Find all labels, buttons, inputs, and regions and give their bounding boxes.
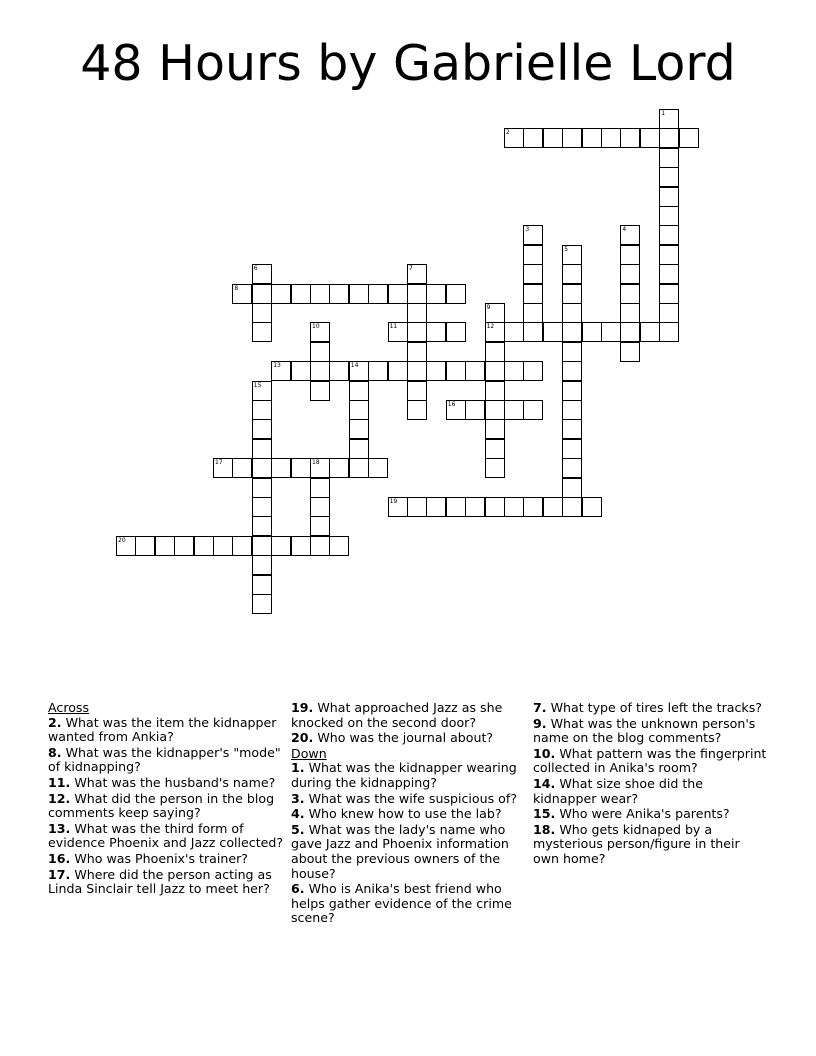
grid-cell[interactable] [543,128,563,148]
grid-cell[interactable] [213,536,233,556]
down-heading: Down [291,745,327,761]
clue-across-12 [48,792,284,821]
grid-cell[interactable] [329,284,349,304]
clue-number: 12. [48,790,71,806]
grid-cell[interactable] [620,225,640,245]
grid-cell[interactable] [213,458,233,478]
grid-cell[interactable] [174,536,194,556]
clue-number: 1. [291,760,305,776]
clue-number: 20. [291,730,314,746]
grid-cell[interactable] [543,322,563,342]
clue-text: Who is Anika's best friend who helps gather evidence of the crime scene? [291,881,512,926]
clue-down-15 [533,807,769,822]
clue-across-16 [48,852,284,867]
clue-text: What was the third form of evidence Phoenix and Jazz collected? [48,820,284,851]
clue-number: 11. [48,774,71,790]
grid-cell[interactable] [407,303,427,323]
grid-cell[interactable] [562,381,582,401]
clue-across-2 [48,716,284,745]
clue-down-14 [533,777,769,806]
grid-cell[interactable] [620,284,640,304]
grid-cell[interactable] [523,497,543,517]
grid-cell[interactable] [368,458,388,478]
grid-cell[interactable] [426,361,446,381]
grid-cell[interactable] [252,322,272,342]
grid-cell[interactable] [523,400,543,420]
grid-cell[interactable] [310,284,330,304]
grid-cell[interactable] [407,264,427,284]
clue-text: Who was the journal about? [317,730,494,746]
clue-text: What approached Jazz as she knocked on the second door? [291,700,503,730]
grid-cell[interactable] [252,516,272,536]
grid-cell[interactable] [562,361,582,381]
clue-number: 19. [291,700,314,715]
grid-cell[interactable] [562,303,582,323]
grid-cell[interactable] [485,342,505,362]
clue-text: Who were Anika's parents? [559,806,730,822]
clue-text: What type of tires left the tracks? [550,700,762,715]
cell-number: 15 [253,381,262,389]
grid-cell[interactable] [659,303,679,323]
cell-number: 18 [312,459,320,467]
clue-across-17 [48,868,284,897]
grid-cell[interactable] [485,439,505,459]
grid-cell[interactable] [504,400,524,420]
cell-number: 20 [118,536,126,544]
grid-cell[interactable] [252,284,272,304]
clue-down-1 [291,761,527,790]
clue-down-7 [533,701,769,716]
grid-cell[interactable] [582,128,602,148]
grid-cell[interactable] [349,381,369,401]
grid-cell[interactable] [485,381,505,401]
grid-cell[interactable] [252,458,272,478]
grid-cell[interactable] [562,322,582,342]
grid-cell[interactable] [271,536,291,556]
clue-number: 2. [48,714,62,730]
grid-cell[interactable] [620,245,640,265]
grid-cell[interactable] [620,303,640,323]
clue-text: What pattern was the fingerprint collected in Anika's room? [533,745,767,776]
grid-cell[interactable] [407,284,427,304]
clue-text: What was the kidnapper wearing during the kidnapping? [291,760,517,790]
clue-text: What was the item the kidnapper wanted from Ankia? [48,714,277,745]
cell-number: 6 [253,265,258,273]
cell-number: 2 [506,129,510,137]
grid-cell[interactable] [659,322,679,342]
grid-cell[interactable] [465,400,485,420]
clues-column-2 [291,701,527,927]
clue-text: What was the lady's name who gave Jazz and Phoenix information about the previous owners of the house? [291,821,509,881]
grid-cell[interactable] [349,458,369,478]
grid-cell[interactable] [659,128,679,148]
clue-number: 5. [291,821,305,837]
grid-cell[interactable] [291,284,311,304]
grid-cell[interactable] [407,361,427,381]
cell-number: 7 [409,265,413,273]
grid-cell[interactable] [659,245,679,265]
grid-cell[interactable] [252,555,272,575]
grid-cell[interactable] [659,148,679,168]
grid-cell[interactable] [562,245,582,265]
clue-number: 6. [291,881,305,897]
grid-cell[interactable] [523,322,543,342]
grid-cell[interactable] [271,458,291,478]
grid-cell[interactable] [562,284,582,304]
grid-cell[interactable] [368,284,388,304]
grid-cell[interactable] [620,128,640,148]
grid-cell[interactable] [640,322,660,342]
grid-cell[interactable] [349,284,369,304]
clue-text: Where did the person acting as Linda Sinclair tell Jazz to meet her? [48,866,272,897]
grid-cell[interactable] [349,400,369,420]
grid-cell[interactable] [310,322,330,342]
page-title: 48 Hours by Gabrielle Lord [80,35,736,92]
grid-cell[interactable] [620,322,640,342]
grid-cell[interactable] [155,536,175,556]
clue-number: 18. [533,821,556,837]
grid-cell[interactable] [562,478,582,498]
grid-cell[interactable] [504,497,524,517]
grid-cell[interactable] [485,322,505,342]
grid-cell[interactable] [601,128,621,148]
grid-cell[interactable] [271,361,291,381]
grid-cell[interactable] [465,497,485,517]
grid-cell[interactable] [543,497,563,517]
clue-across-11 [48,776,284,791]
clue-number: 13. [48,820,71,836]
grid-cell[interactable] [407,322,427,342]
grid-cell[interactable] [562,458,582,478]
clue-number: 17. [48,866,71,882]
grid-cell[interactable] [659,109,679,129]
grid-cell[interactable] [485,497,505,517]
grid-cell[interactable] [523,245,543,265]
clue-number: 3. [291,790,305,806]
grid-cell[interactable] [232,284,252,304]
grid-cell[interactable] [446,284,466,304]
cell-number: 12 [486,323,495,331]
grid-cell[interactable] [485,419,505,439]
grid-cell[interactable] [368,361,388,381]
clue-across-20 [291,731,527,746]
across-heading: Across [48,700,90,715]
grid-cell[interactable] [252,575,272,595]
clue-text: What was the unknown person's name on the blog comments? [533,715,756,746]
grid-cell[interactable] [291,536,311,556]
grid-cell[interactable] [426,284,446,304]
grid-cell[interactable] [116,536,136,556]
grid-cell[interactable] [349,439,369,459]
grid-cell[interactable] [523,361,543,381]
grid-cell[interactable] [426,322,446,342]
grid-cell[interactable] [601,322,621,342]
grid-cell[interactable] [640,128,660,148]
grid-cell[interactable] [562,497,582,517]
grid-cell[interactable] [349,361,369,381]
grid-cell[interactable] [504,361,524,381]
grid-cell[interactable] [310,536,330,556]
grid-cell[interactable] [620,264,640,284]
grid-cell[interactable] [407,400,427,420]
clues-column-3 [533,701,769,868]
grid-cell[interactable] [329,536,349,556]
grid-cell[interactable] [562,439,582,459]
grid-cell[interactable] [407,497,427,517]
grid-cell[interactable] [252,497,272,517]
grid-cell[interactable] [504,322,524,342]
grid-cell[interactable] [388,497,408,517]
cell-number: 5 [564,245,569,253]
grid-cell[interactable] [407,342,427,362]
clue-down-6 [291,882,527,926]
clue-number: 9. [533,715,547,731]
grid-cell[interactable] [659,206,679,226]
grid-cell[interactable] [504,128,524,148]
grid-cell[interactable] [562,264,582,284]
grid-cell[interactable] [446,497,466,517]
grid-cell[interactable] [465,361,485,381]
cell-number: 11 [389,323,398,331]
grid-cell[interactable] [446,322,466,342]
clue-text: Who knew how to use the lab? [308,806,502,822]
clue-across-13 [48,822,284,851]
clue-text: What was the kidnapper's "mode" of kidnapping? [48,744,281,775]
grid-cell[interactable] [135,536,155,556]
grid-cell[interactable] [252,478,272,498]
clue-text: What size shoe did the kidnapper wear? [533,775,704,806]
grid-cell[interactable] [310,381,330,401]
grid-cell[interactable] [252,303,272,323]
clue-number: 16. [48,850,71,866]
clue-number: 8. [48,744,62,760]
grid-cell[interactable] [659,225,679,245]
grid-cell[interactable] [310,497,330,517]
clue-down-18 [533,823,769,867]
grid-cell[interactable] [446,361,466,381]
cell-number: 9 [486,304,491,311]
clue-number: 14. [533,775,556,791]
cell-number: 1 [661,110,666,117]
grid-cell[interactable] [252,536,272,556]
clue-down-10 [533,747,769,776]
grid-cell[interactable] [252,264,272,284]
grid-cell[interactable] [523,225,543,245]
clue-text: What was the husband's name? [74,774,276,790]
clue-text: What was the wife suspicious of? [308,790,518,806]
clue-down-4 [291,807,527,822]
grid-cell[interactable] [349,419,369,439]
clue-down-3 [291,792,527,807]
grid-cell[interactable] [582,322,602,342]
cell-number: 14 [350,362,359,370]
grid-cell[interactable] [562,128,582,148]
grid-cell[interactable] [271,284,291,304]
grid-cell[interactable] [523,264,543,284]
cell-number: 17 [215,459,223,467]
grid-cell[interactable] [485,458,505,478]
grid-cell[interactable] [426,497,446,517]
grid-cell[interactable] [485,303,505,323]
clue-number: 10. [533,745,556,761]
clue-across-19 [291,701,527,730]
clue-number: 4. [291,806,305,822]
cell-number: 3 [525,226,530,234]
cell-number: 10 [312,323,320,331]
cell-number: 19 [389,498,398,505]
grid-cell[interactable] [388,322,408,342]
grid-cell[interactable] [310,458,330,478]
grid-cell[interactable] [523,303,543,323]
grid-cell[interactable] [232,536,252,556]
grid-cell[interactable] [446,400,466,420]
grid-cell[interactable] [659,264,679,284]
grid-cell[interactable] [659,187,679,207]
clues-column-1 [48,701,284,898]
grid-cell[interactable] [252,400,272,420]
clue-down-9 [533,717,769,746]
cell-number: 8 [234,284,239,292]
grid-cell[interactable] [523,128,543,148]
grid-cell[interactable] [659,167,679,187]
grid-cell[interactable] [194,536,214,556]
grid-cell[interactable] [310,361,330,381]
cell-number: 16 [447,401,456,408]
grid-cell[interactable] [329,361,349,381]
grid-cell[interactable] [523,284,543,304]
grid-cell[interactable] [252,381,272,401]
grid-cell[interactable] [562,342,582,362]
grid-cell[interactable] [407,381,427,401]
grid-cell[interactable] [329,458,349,478]
cell-number: 13 [273,362,281,370]
cell-number: 4 [622,226,627,234]
grid-cell[interactable] [620,342,640,362]
grid-cell[interactable] [485,400,505,420]
grid-cell[interactable] [291,458,311,478]
grid-cell[interactable] [679,128,699,148]
clue-text: Who gets kidnaped by a mysterious person/figure in their own home? [533,821,740,866]
grid-cell[interactable] [252,439,272,459]
grid-cell[interactable] [310,516,330,536]
grid-cell[interactable] [232,458,252,478]
grid-cell[interactable] [582,497,602,517]
grid-cell[interactable] [252,419,272,439]
grid-cell[interactable] [485,361,505,381]
grid-cell[interactable] [659,284,679,304]
grid-cell[interactable] [310,478,330,498]
grid-cell[interactable] [388,284,408,304]
grid-cell[interactable] [310,342,330,362]
grid-cell[interactable] [252,594,272,614]
clue-text: What did the person in the blog comments keep saying? [48,790,275,821]
grid-cell[interactable] [562,400,582,420]
clue-text: Who was Phoenix's trainer? [74,850,248,866]
clue-number: 7. [533,700,547,715]
grid-cell[interactable] [388,361,408,381]
grid-cell[interactable] [291,361,311,381]
clue-down-5 [291,823,527,881]
clue-across-8 [48,746,284,775]
grid-cell[interactable] [562,419,582,439]
clue-number: 15. [533,806,556,822]
